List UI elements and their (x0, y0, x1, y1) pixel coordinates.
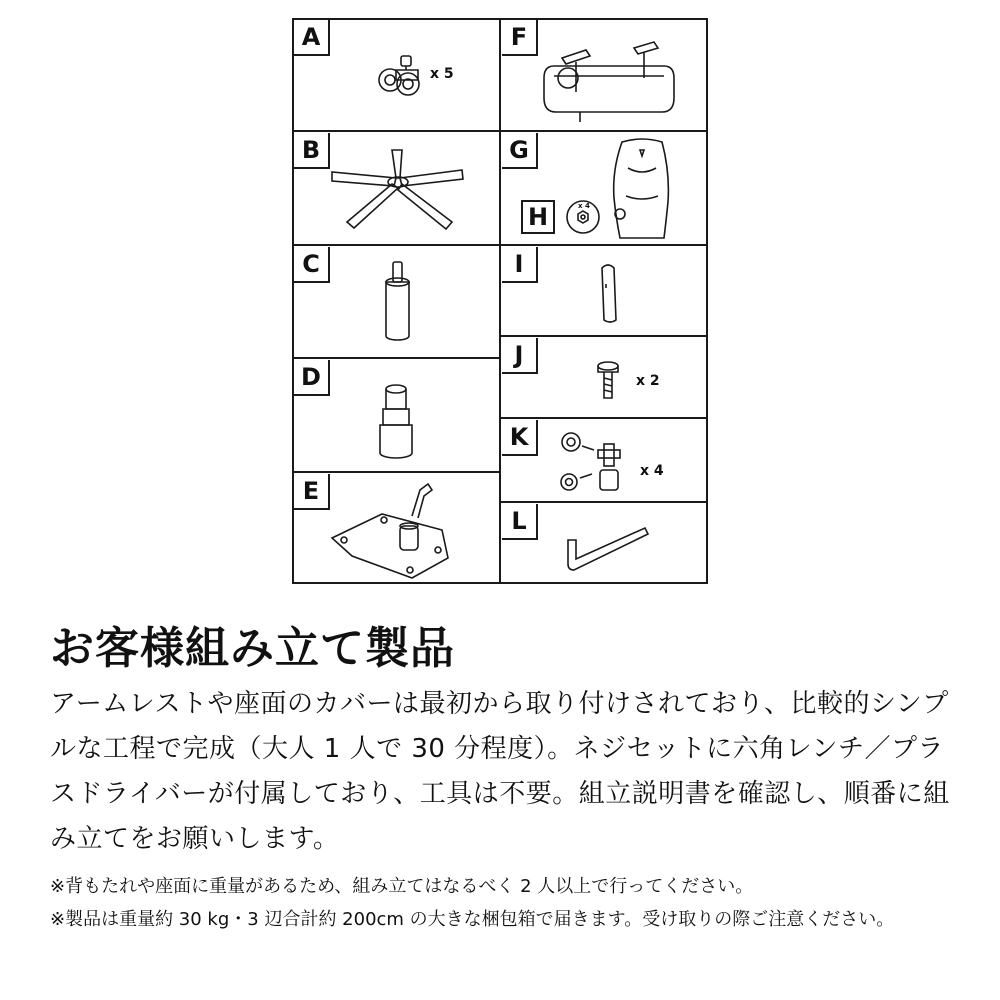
caster-wheel-icon (379, 56, 419, 95)
part-label-f: F (502, 20, 538, 56)
seat-with-armrests-icon (544, 42, 674, 122)
note-two-people: ※背もたれや座面に重量があるため、組み立てはなるべく 2 人以上で行ってください。 (50, 876, 754, 897)
part-label-e: E (294, 474, 330, 510)
parts-diagram (292, 18, 708, 584)
gas-cylinder-icon (386, 262, 409, 340)
hex-wrench-icon (568, 528, 648, 570)
part-label-j: J (502, 338, 538, 374)
tilt-mechanism-icon (332, 484, 448, 578)
part-label-c: C (294, 247, 330, 283)
quantity-j: x 2 (636, 373, 660, 389)
side-cover-icon (602, 265, 616, 322)
part-label-i: I (502, 247, 538, 283)
backrest-icon (614, 139, 669, 238)
bolt-washer-set-icon (561, 433, 620, 490)
quantity-a: x 5 (430, 66, 454, 82)
screw-icon (598, 362, 618, 398)
description-paragraph: アームレストや座面のカバーは最初から取り付けされており、比較的シンプルな工程で完成（大人 1 人で 30 分程度）。ネジセットに六角レンチ／プラスドライバーが付属しており、工具は不要。組立説明書を確認し、順番に組み立てをお願いします。 (50, 689, 950, 854)
part-label-k: K (502, 420, 538, 456)
page-title: お客様組み立て製品 (50, 623, 455, 674)
part-label-b: B (294, 133, 330, 169)
cylinder-cover-icon (380, 385, 412, 458)
part-label-d: D (294, 360, 330, 396)
parts-diagram-lines (292, 18, 708, 584)
part-label-a: A (294, 20, 330, 56)
part-label-h: H (521, 200, 555, 234)
star-base-icon (332, 150, 463, 229)
quantity-k: x 4 (640, 463, 664, 479)
quantity-h: x 4 (578, 202, 590, 210)
part-label-g: G (502, 133, 538, 169)
note-package-size: ※製品は重量約 30 kg・3 辺合計約 200cm の大きな梱包箱で届きます。受け取りの際ご注意ください。 (50, 909, 895, 930)
part-label-l: L (502, 504, 538, 540)
